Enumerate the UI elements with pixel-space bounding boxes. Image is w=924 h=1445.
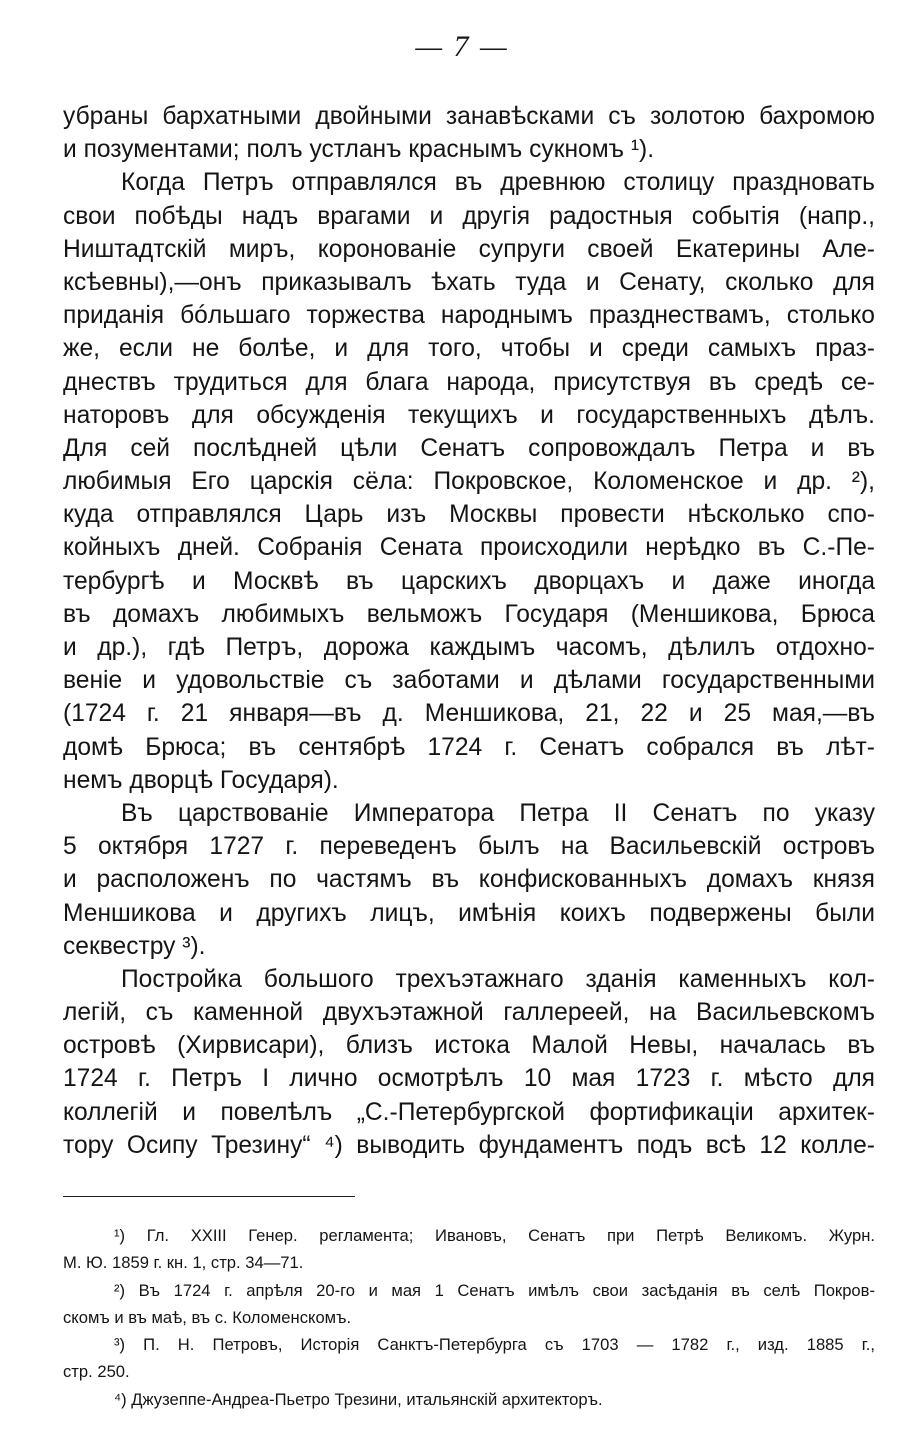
text-line: Ништадтскій миръ, коронованіе супруги своей Екатерины Але- xyxy=(63,235,875,263)
page-number: — 7 — xyxy=(415,30,509,63)
text-line: Меншикова и другихъ лицъ, имѣнія коихъ подвержены были xyxy=(63,899,875,927)
text-line: легій, съ каменной двухъэтажной галлереей, на Васильевскомъ xyxy=(63,999,875,1027)
text-line: 5 октября 1727 г. переведенъ былъ на Васильевскій островъ xyxy=(63,833,875,861)
text-line: коллегій и повелѣлъ „С.-Петербургской фортификаціи архитек- xyxy=(63,1098,875,1126)
footnote-line: стр. 250. xyxy=(63,1362,130,1382)
footnote-line: ²) Въ 1724 г. апрѣля 20-го и мая 1 Сенатъ имѣлъ свои засѣданія въ селѣ Покров- xyxy=(114,1280,875,1300)
text-line: тербургѣ и Москвѣ въ царскихъ дворцахъ и даже иногда xyxy=(63,567,875,595)
text-line: куда отправлялся Царь изъ Москвы провести нѣсколько спо- xyxy=(63,501,875,529)
text-line: Для сей послѣдней цѣли Сенатъ сопровождалъ Петра и въ xyxy=(63,434,875,462)
text-line: Въ царствованіе Императора Петра II Сенатъ по указу xyxy=(121,799,875,827)
text-line: же, если не болѣе, и для того, чтобы и среди самыхъ праз- xyxy=(63,335,875,363)
text-line: приданія бóльшаго торжества народнымъ празднествамъ, столько xyxy=(63,302,875,330)
text-line: (1724 г. 21 января—въ д. Меншикова, 21, 22 и 25 мая,—въ xyxy=(63,700,875,728)
text-line: въ домахъ любимыхъ вельможъ Государя (Меншикова, Брюса xyxy=(63,600,875,628)
text-line: днествъ трудиться для блага народа, присутствуя въ средѣ се- xyxy=(63,368,875,396)
text-line: 1724 г. Петръ I лично осмотрѣлъ 10 мая 1723 г. мѣсто для xyxy=(63,1065,875,1093)
footnote-divider xyxy=(63,1196,355,1197)
footnotes xyxy=(63,1222,875,1413)
text-line: и расположенъ по частямъ въ конфискованныхъ домахъ князя xyxy=(63,866,875,894)
text-line: веніе и удовольствіе съ заботами и дѣлами государственными xyxy=(63,667,875,695)
main-text xyxy=(63,100,875,1162)
text-line: Постройка большого трехъэтажнаго зданія каменныхъ кол- xyxy=(121,965,875,993)
text-line: и др.), гдѣ Петръ, дорожа каждымъ часомъ, дѣлилъ отдохно- xyxy=(63,634,875,661)
text-line: немъ дворцѣ Государя). xyxy=(63,766,339,794)
text-line: островѣ (Хирвисари), близъ истока Малой Невы, началась въ xyxy=(63,1032,875,1060)
text-line: любимыя Его царскія сёла: Покровское, Коломенское и др. ²), xyxy=(63,468,875,496)
footnote-line: скомъ и въ маѣ, въ с. Коломенскомъ. xyxy=(63,1307,352,1327)
footnote-line: ⁴) Джузеппе-Андреа-Пьетро Трезини, итальянскій архитекторъ. xyxy=(114,1389,603,1409)
footnote-line: ³) П. Н. Петровъ, Исторія Санктъ-Петербурга съ 1703 — 1782 г., изд. 1885 г., xyxy=(114,1335,875,1355)
text-line: свои побѣды надъ врагами и другія радостныя событія (напр., xyxy=(63,202,875,230)
text-line: секвестру ³). xyxy=(63,932,206,960)
text-line: тору Осипу Трезину“ ⁴) выводить фундаментъ подъ всѣ 12 колле- xyxy=(63,1131,875,1159)
text-line: ксѣевны),—онъ приказывалъ ѣхать туда и Сенату, сколько для xyxy=(63,268,875,296)
footnote-line: М. Ю. 1859 г. кн. 1, стр. 34—71. xyxy=(63,1253,304,1273)
text-line: койныхъ дней. Собранія Сената происходили нерѣдко въ С.-Пе- xyxy=(63,534,875,562)
footnote-line: ¹) Гл. XXIII Генер. регламента; Ивановъ, Сенатъ при Петрѣ Великомъ. Журн. xyxy=(114,1226,875,1245)
text-line: и позументами; полъ устланъ краснымъ сукномъ ¹). xyxy=(63,136,655,164)
text-line: домѣ Брюса; въ сентябрѣ 1724 г. Сенатъ собрался въ лѣт- xyxy=(63,733,875,761)
text-line: наторовъ для обсужденія текущихъ и государственныхъ дѣлъ. xyxy=(63,401,875,429)
text-line: убраны бархатными двойными занавѣсками съ золотою бахромою xyxy=(63,103,875,130)
text-line: Когда Петръ отправлялся въ древнюю столицу праздновать xyxy=(121,169,875,197)
